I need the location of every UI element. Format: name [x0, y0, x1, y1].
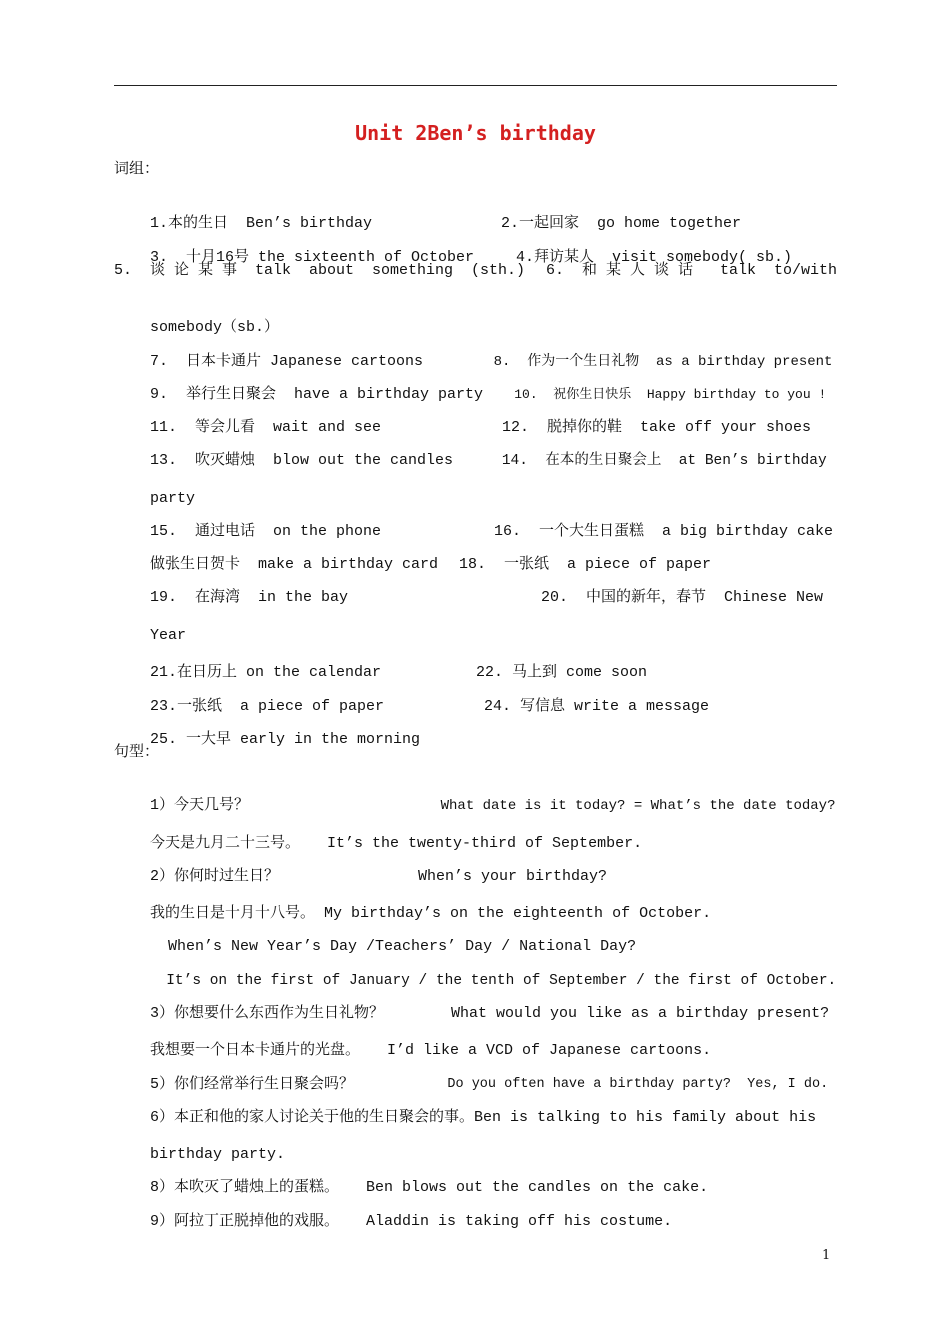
- phrase-text: party: [150, 490, 196, 507]
- phrase-text: 6. 和 某 人 谈 话 talk to/with: [545, 262, 837, 279]
- phrase-text: 3. 十月16号 the sixteenth of October: [150, 249, 475, 266]
- phrase-text: 23.一张纸 a piece of paper: [150, 698, 385, 715]
- header-rule: [114, 85, 837, 86]
- section-heading-sentences: 句型：: [114, 744, 160, 761]
- sentence-text: 9）阿拉丁正脱掉他的戏服。 Aladdin is taking off his costume.: [150, 1213, 673, 1230]
- phrase-text: 9. 举行生日聚会 have a birthday party: [150, 386, 484, 403]
- sentence-text: 5）你们经常举行生日聚会吗？: [150, 1076, 355, 1093]
- phrase-text: 1.本的生日 Ben’s birthday: [150, 215, 373, 232]
- sentence-text: birthday party.: [150, 1146, 286, 1163]
- page-number: 1: [822, 1248, 831, 1263]
- phrase-text: 做张生日贺卡 make a birthday card: [150, 556, 439, 573]
- phrase-text: 2.一起回家 go home together: [501, 215, 742, 232]
- sentence-text: 2）你何时过生日？: [150, 868, 280, 885]
- sentence-text: 我想要一个日本卡通片的光盘。 I’d like a VCD of Japanese cartoons.: [150, 1042, 712, 1059]
- sentence-text: Do you often have a birthday party? Yes, I do.: [447, 1077, 829, 1092]
- phrase-line: [467, 431, 827, 491]
- phrase-text: 25. 一大早 early in the morning: [150, 731, 421, 748]
- sentence-text: What would you like as a birthday present?: [451, 1005, 830, 1022]
- phrase-line: [114, 261, 837, 281]
- phrase-line: [114, 710, 420, 770]
- phrase-text: 15. 通过电话 on the phone: [150, 523, 382, 540]
- phrase-text: 14. 在本的生日聚会上 at Ben’s birthday: [501, 453, 827, 469]
- phrase-text: 18. 一张纸 a piece of paper: [459, 556, 712, 573]
- phrase-text: 12. 脱掉你的鞋 take off your shoes: [502, 419, 812, 436]
- phrase-line: [448, 677, 709, 737]
- phrase-text: Year: [150, 627, 187, 644]
- phrase-line: [505, 568, 823, 628]
- sentence-text: 1）今天几号？: [150, 797, 250, 814]
- phrase-text: 4.拜访某人 visit somebody( sb.): [516, 249, 793, 266]
- phrase-text: 8. 作为一个生日礼物 as a birthday present: [493, 354, 833, 370]
- page-title: Unit 2Ben’s birthday: [355, 121, 596, 145]
- phrase-text: 13. 吹灭蜡烛 blow out the candles: [150, 452, 454, 469]
- sentence-text: What date is it today? = What’s the date today?: [440, 798, 836, 814]
- section-heading-phrases: 词组：: [114, 161, 160, 178]
- phrase-text: 19. 在海湾 in the bay: [150, 589, 349, 606]
- sentence-text: When’s your birthday?: [418, 868, 608, 885]
- sentence-text: 6）本正和他的家人讨论关于他的生日聚会的事。Ben is talking to his family about his: [150, 1109, 817, 1126]
- sentence-text: 我的生日是十月十八号。 My birthday’s on the eighteenth of October.: [150, 905, 712, 922]
- phrase-text: 16. 一个大生日蛋糕 a big birthday cake: [494, 523, 834, 540]
- sentence-text: 今天是九月二十三号。 It’s the twenty-third of September.: [150, 835, 643, 852]
- phrase-text: 7. 日本卡通片 Japanese cartoons: [150, 353, 424, 370]
- phrase-text: 22. 马上到 come soon: [476, 664, 648, 681]
- sentence-text: When’s New Year’s Day /Teachers’ Day / National Day?: [150, 938, 637, 955]
- phrase-text: 10. 祝你生日快乐 Happy birthday to you !: [514, 387, 827, 402]
- phrase-text: somebody（sb.）: [150, 319, 280, 336]
- sentence-text: 8）本吹灭了蜡烛上的蛋糕。 Ben blows out the candles on the cake.: [150, 1179, 709, 1196]
- phrase-text: 21.在日历上 on the calendar: [150, 664, 382, 681]
- phrase-text: 5. 谈 论 某 事 talk about something (sth.): [114, 262, 526, 279]
- sentence-line: [114, 1192, 672, 1252]
- phrase-text: 11. 等会儿看 wait and see: [150, 419, 382, 436]
- sentence-text: 3）你想要什么东西作为生日礼物？: [150, 1005, 385, 1022]
- phrase-text: 20. 中国的新年，春节 Chinese New: [541, 589, 824, 606]
- phrase-text: 24. 写信息 write a message: [484, 698, 710, 715]
- sentence-text: It’s on the first of January / the tenth of September / the first of October.: [148, 973, 837, 989]
